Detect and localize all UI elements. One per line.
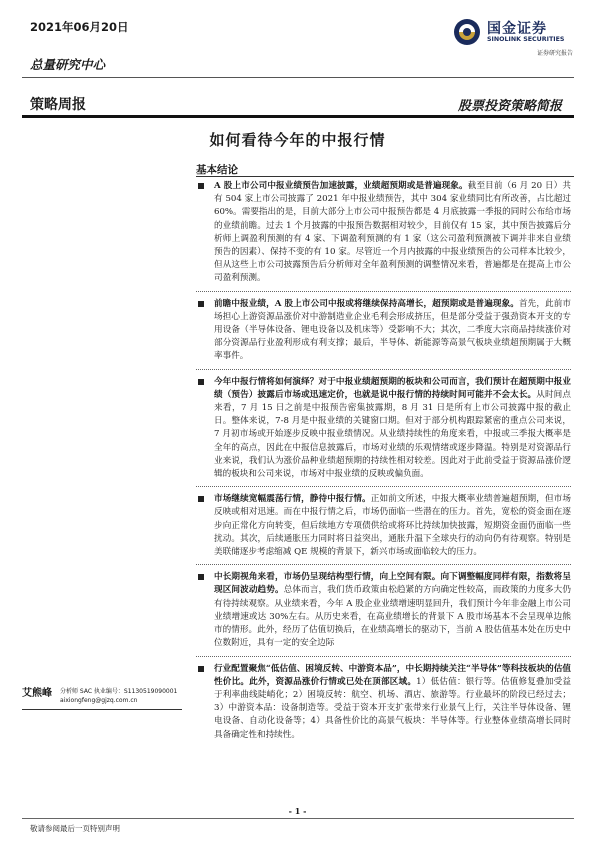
conclusion-paragraph <box>196 571 571 656</box>
square-bullet-icon <box>198 666 204 672</box>
page-number: - 1 - <box>288 806 307 816</box>
square-bullet-icon <box>198 183 204 189</box>
report-series-name: 股票投资策略简报 <box>457 99 562 114</box>
title-divider <box>22 115 574 118</box>
company-logo <box>449 14 579 58</box>
analyst-name: 艾熊峰 <box>22 688 52 699</box>
paragraph-lead: 今年中报行情将如何演绎？对于中报业绩超预期的板块和公司而言，我们预计在超预期中报业绩（预告）披露后市场或迅速定价，也就是说中报行情的持续时间可能并不会太长。 <box>214 376 571 400</box>
disclaimer-note: 敬请参阅最后一页特别声明 <box>30 824 120 833</box>
analyst-cert: 分析师 SAC 执业编号：S1130519090001 <box>60 688 178 695</box>
logo-name-cn: 国金证券 <box>487 21 547 37</box>
paragraph-lead: 中长期视角来看，市场仍呈现结构型行情，向上空间有限。向下调整幅度同样有限，指数将呈现区间波动趋势。 <box>214 572 571 596</box>
paragraph-text: 首先，此前市场担心上游资源品涨价对中游制造业企业毛利会形成挤压，但是部分受益于强劲资本开支的专用设备（半导体设备、锂电设备以及机床等）受影响不大；其次，二季度大宗商品持续涨价对部分资源品行业盈利形成有利支撑；最后，半导体、新能源等高景气板块业绩超预期属于大概率事件。 <box>214 298 571 362</box>
conclusion-list <box>196 180 571 753</box>
research-center: 总量研究中心 <box>30 57 106 72</box>
conclusion-paragraph <box>196 663 571 747</box>
paragraph-text: 总体而言，我们货币政策由松趋紧的方向确定性较高，而政策的力度多大仍有待持续观察。从业绩来看，今年 A 股企业业绩增速明显回升，我们预计今年非金融上市公司业绩增速或达 30%左右。从历史来看，在高业绩增长的背景下 A 股市场基本不会呈现单边熊市的情形。此外，经历了估值切换后，在业绩高增长的驱动下，当前 A 股估值基本处在历史中位数附近，具有一定的安全边际 <box>214 585 571 649</box>
conclusion-paragraph <box>196 298 571 370</box>
paragraph-text: 从时间点来看，7 月 15 日之前是中报预告密集披露期，8 月 31 日是所有上市公司披露中报的截止日。整体来说，7-8 月是中报业绩的关键窗口期。但对于部分机构跟踪紧密的重点公司来说，7 月初市场或开始逐步反映中报业绩情况。从业绩持续性的角度来看，中报或三季报大概率是全年的高点，因此在中报信息披露后，市场对业绩的乐观情绪或逐步降温。特别是对资源品行业来说，我们认为涨价品种业绩超预期的持续性相对较差。因此对于此前受益于资源品涨价逻辑的板块和公司来说，市场对中报业绩的反映或偏负面。 <box>214 389 571 480</box>
analyst-divider <box>22 709 182 710</box>
paragraph-lead: 前瞻中报业绩，A 股上市公司中报或将继续保持高增长，超预期或是普遍现象。 <box>214 298 519 309</box>
logo-subtitle: 证券研究报告 <box>536 50 573 57</box>
square-bullet-icon <box>198 496 204 502</box>
conclusion-paragraph <box>196 376 571 488</box>
conclusion-paragraph <box>196 493 571 565</box>
paragraph-lead: 行业配置聚焦“低估值、困境反转、中游资本品”，中长期持续关注“半导体”等科技板块的估值性价比。此外，资源品涨价行情或已处在顶部区域。 <box>214 663 571 687</box>
analyst-email-link[interactable]: aixiongfeng@gjzq.com.cn <box>60 697 138 704</box>
conclusion-paragraph <box>196 180 571 292</box>
report-title: 如何看待今年的中报行情 <box>209 131 386 149</box>
header-divider <box>22 77 574 78</box>
square-bullet-icon <box>198 574 204 580</box>
paragraph-lead: 市场继续宽幅震荡行情，静待中报行情。 <box>214 494 371 505</box>
logo-mark-icon <box>453 18 481 46</box>
paragraph-text: 1）低估值：银行等。估值修复叠加受益于利率曲线陡峭化；2）困境反转：航空、机场、酒店、旅游等。行业最坏的阶段已经过去；3）中游资本品：设备制造等。受益于资本开支扩张带来行业景气上行，关注半导体设备、锂电设备、自动化设备等；4）具备性价比的高景气板块：半导体等。行业整体业绩高增长同时具备确定性和持续性。 <box>214 676 571 740</box>
logo-name-en: SINOLINK SECURITIES <box>487 36 565 43</box>
paragraph-text: 正如前文所述，中报大概率业绩普遍超预期，但市场反映或相对迅速。而在中报行情之后，市场仍面临一些潜在的压力。首先，宽松的资金面在逐步向正常化方向转变，但后续地方专项债供给或将环比持续加快披露，短期资金面仍面临一些扰动。其次，后续通胀压力同时将日益突出，通胀升温下全球央行的动向仍有待观察。特别是美联储逐步考虑缩减 QE 规模的背景下，新兴市场或面临较大的压力。 <box>214 494 571 558</box>
report-type: 策略周报 <box>30 97 86 113</box>
paragraph-lead: A 股上市公司中报业绩预告加速披露，业绩超预期或是普遍现象。 <box>214 181 468 191</box>
square-bullet-icon <box>198 301 204 307</box>
section-heading: 基本结论 <box>196 164 238 176</box>
footer-divider <box>22 818 574 819</box>
square-bullet-icon <box>198 379 204 385</box>
paragraph-text: 截至目前（6 月 20 日）共有 504 家上市公司披露了 2021 年中报业绩预告，其中 304 家业绩同比有所改善，占比超过 60%。需要指出的是，目前大部分上市公司中报预告都是 4 月底披露一季报的同时公布给市场的业绩前瞻。过去 1 个月披露的中报预告数据相对较少，目前仅有 15 家，其中预告披露后分析师上调盈利预测的有 4 家、下调盈利预测的有 1 家（这公司盈利预测被下调并非来自业绩预告的因素）、保持不变的有 10 家。尽管近一个月内披露的中报业绩预告的公司样本比较少，但从这些上市公司披露预告后分析师对全年盈利预测的调整情况来看，普遍都是在提高上市公司盈利预测。 <box>214 181 571 284</box>
section-divider <box>196 176 574 177</box>
report-date: 2021年06月20日 <box>30 20 129 34</box>
